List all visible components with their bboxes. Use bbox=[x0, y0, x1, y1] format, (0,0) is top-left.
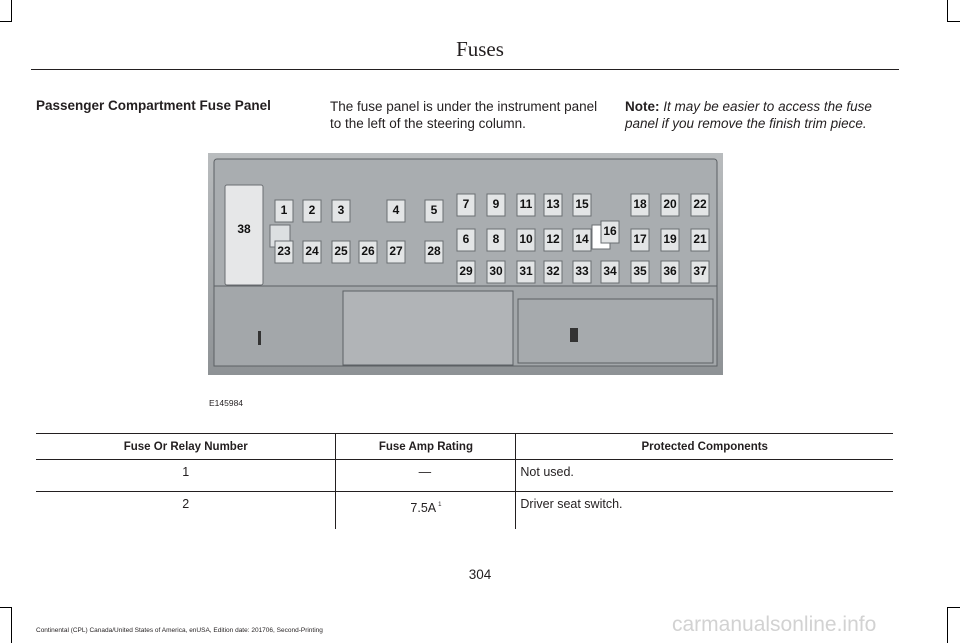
fuse-label: 11 bbox=[519, 197, 533, 211]
amp-rating-value: — bbox=[418, 465, 432, 479]
fuse-label: 25 bbox=[334, 244, 348, 258]
column-header-rating: Fuse Amp Rating bbox=[336, 434, 516, 460]
table-header-row bbox=[36, 434, 893, 460]
crop-mark bbox=[11, 607, 12, 643]
footer-text: Continental (CPL) Canada/United States of America, enUSA, Edition date: 201706, Second-Printing bbox=[36, 627, 323, 634]
fuse-label: 24 bbox=[305, 244, 319, 258]
fuse-label: 20 bbox=[663, 197, 677, 211]
header-rule bbox=[31, 69, 899, 70]
fuse-number-cell: 2 bbox=[182, 497, 190, 511]
section-heading: Passenger Compartment Fuse Panel bbox=[36, 98, 271, 113]
fuse-label: 17 bbox=[633, 232, 647, 246]
protected-component-cell: Not used. bbox=[516, 460, 893, 492]
fuse-label: 32 bbox=[546, 264, 560, 278]
protected-component-cell: Driver seat switch. bbox=[516, 492, 893, 530]
fuse-label: 13 bbox=[546, 197, 560, 211]
fuse-label: 26 bbox=[361, 244, 375, 258]
fuse-label: 6 bbox=[462, 232, 470, 246]
fuse-label: 22 bbox=[693, 197, 707, 211]
crop-mark bbox=[11, 0, 12, 22]
fuse-label: 27 bbox=[389, 244, 403, 258]
fuse-label: 36 bbox=[663, 264, 677, 278]
fuse-label: 10 bbox=[519, 232, 533, 246]
fuse-label: 15 bbox=[575, 197, 589, 211]
crop-mark bbox=[947, 607, 948, 643]
fuse-label: 30 bbox=[489, 264, 503, 278]
note-text: It may be easier to access the fuse panel if you remove the finish trim piece. bbox=[625, 99, 872, 131]
table-row bbox=[36, 492, 893, 530]
fuse-label: 12 bbox=[546, 232, 560, 246]
crop-mark bbox=[947, 607, 960, 608]
crop-mark bbox=[0, 21, 12, 22]
fuse-label: 21 bbox=[693, 232, 707, 246]
fuse-label: 35 bbox=[633, 264, 647, 278]
column-header-components: Protected Components bbox=[516, 434, 893, 460]
amp-rating-cell bbox=[336, 492, 516, 530]
note-label: Note: bbox=[625, 99, 660, 114]
fuse-label: 29 bbox=[459, 264, 473, 278]
fuse-table bbox=[36, 433, 893, 529]
intro-paragraph: The fuse panel is under the instrument panel to the left of the steering column. bbox=[330, 99, 598, 131]
fuse-label: 14 bbox=[575, 232, 589, 246]
fuse-label: 23 bbox=[277, 244, 291, 258]
page-number: 304 bbox=[468, 567, 492, 582]
fuse-number-cell: 1 bbox=[36, 460, 336, 492]
fuse-label: 3 bbox=[337, 203, 345, 217]
crop-mark bbox=[0, 607, 12, 608]
fuse-label: 18 bbox=[633, 197, 647, 211]
fuse-label: 2 bbox=[308, 203, 316, 217]
amp-rating-cell bbox=[336, 460, 516, 492]
crop-mark bbox=[947, 0, 948, 22]
fuse-label: 38 bbox=[237, 222, 251, 236]
amp-rating-value: 7.5A bbox=[410, 501, 437, 515]
column-header-number: Fuse Or Relay Number bbox=[36, 434, 336, 460]
fuse-label: 31 bbox=[519, 264, 533, 278]
fuse-label: 5 bbox=[430, 203, 438, 217]
figure-code: E145984 bbox=[209, 398, 244, 408]
amp-rating-footnote: 1 bbox=[438, 502, 442, 508]
fuse-label: 19 bbox=[663, 232, 677, 246]
fuse-label: 7 bbox=[462, 197, 470, 211]
fuse-label: 33 bbox=[575, 264, 589, 278]
crop-mark bbox=[947, 21, 960, 22]
fuse-label: 37 bbox=[693, 264, 707, 278]
note-paragraph bbox=[625, 98, 905, 132]
fuse-label: 34 bbox=[603, 264, 617, 278]
fuse-label: 9 bbox=[492, 197, 500, 211]
fuse-panel-illustration bbox=[208, 153, 723, 375]
fuse-label: 4 bbox=[392, 203, 400, 217]
table-row bbox=[36, 460, 893, 492]
fuse-label: 16 bbox=[603, 224, 617, 238]
page-title: Fuses bbox=[456, 37, 504, 61]
fuse-label: 8 bbox=[492, 232, 500, 246]
fuse-label: 1 bbox=[280, 203, 288, 217]
fuse-label: 28 bbox=[427, 244, 441, 258]
watermark: carmanualsonline.info bbox=[672, 613, 877, 636]
